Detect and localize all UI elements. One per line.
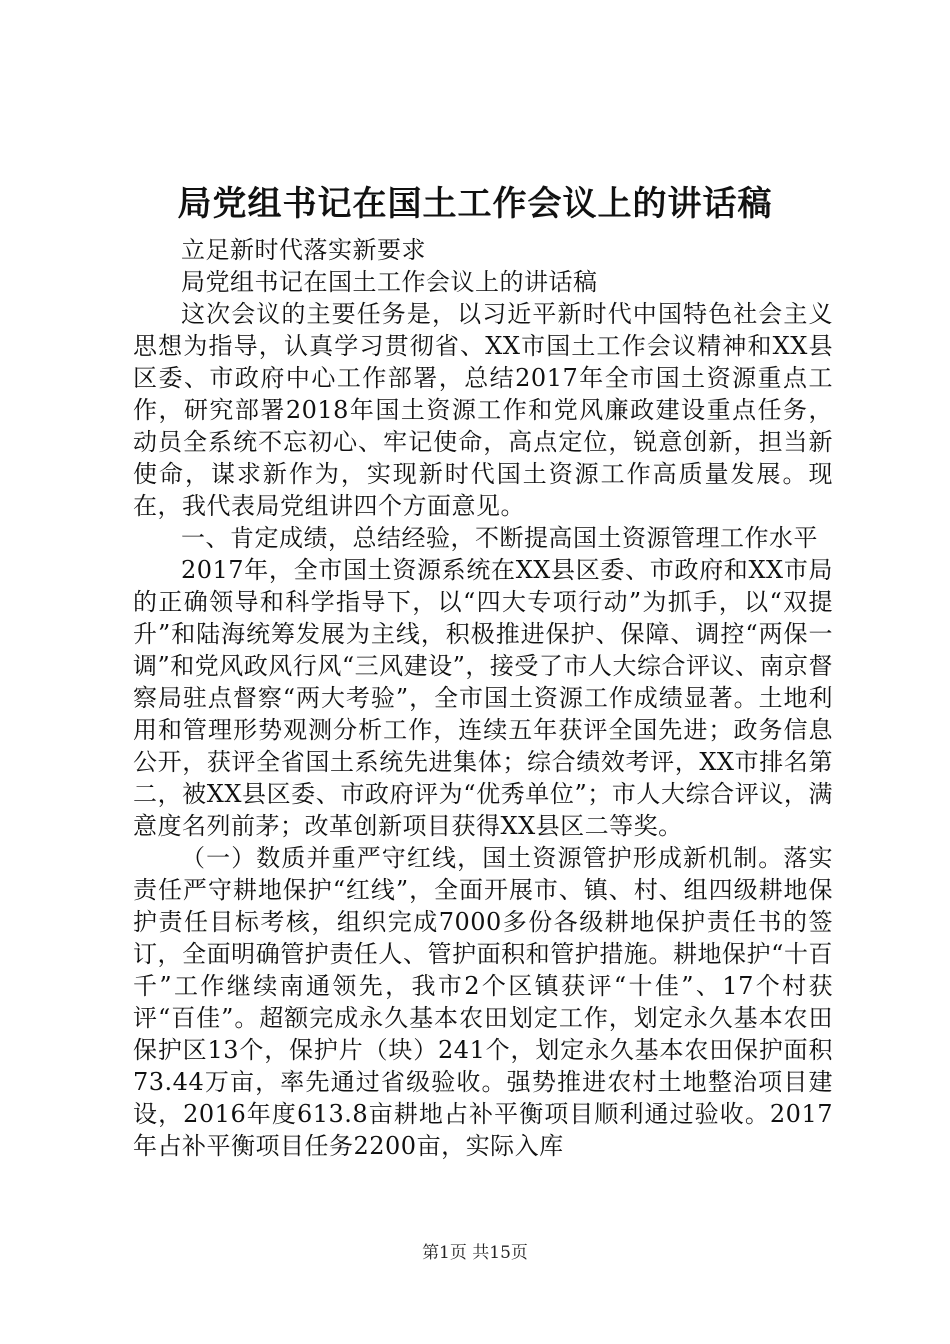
paragraph-intro: 这次会议的主要任务是，以习近平新时代中国特色社会主义思想为指导，认真学习贯彻省、XX市国土工作会议精神和XX县区委、市政府中心工作部署，总结2017年全市国土资源重点工作，研究部署2018年国土资源工作和党风廉政建设重点任务，动员全系统不忘初心、牢记使命，高点定位，锐意创新，担当新使命，谋求新作为，实现新时代国土资源工作高质量发展。现在，我代表局党组讲四个方面意见。 — [133, 300, 833, 520]
paragraph-subtitle: 立足新时代落实新要求 — [181, 236, 426, 264]
document-body — [133, 234, 833, 1162]
page-number: 第1页 共15页 — [422, 1243, 528, 1263]
paragraph-heading: 局党组书记在国土工作会议上的讲话稿 — [181, 268, 598, 296]
paragraph-achievements: 2017年，全市国土资源系统在XX县区委、市政府和XX市局的正确领导和科学指导下，以“四大专项行动”为抓手，以“双提升”和陆海统筹发展为主线，积极推进保护、保障、调控“两保一调”和党风政风行风“三风建设”，接受了市人大综合评议、南京督察局驻点督察“两大考验”，全市国土资源工作成绩显著。土地利用和管理形势观测分析工作，连续五年获评全国先进；政务信息公开，获评全省国土系统先进集体；综合绩效考评，XX市排名第二，被XX县区委、市政府评为“优秀单位”；市人大综合评议，满意度名列前茅；改革创新项目获得XX县区二等奖。 — [133, 556, 833, 840]
paragraph-section-heading: 一、肯定成绩，总结经验，不断提高国土资源管理工作水平 — [181, 524, 818, 552]
document-title: 局党组书记在国土工作会议上的讲话稿 — [177, 184, 773, 224]
paragraph-subsection-one: （一）数质并重严守红线，国土资源管护形成新机制。落实责任严守耕地保护“红线”，全面开展市、镇、村、组四级耕地保护责任目标考核，组织完成7000多份各级耕地保护责任书的签订，全面明确管护责任人、管护面积和管护措施。耕地保护“十百千”工作继续南通领先，我市2个区镇获评“十佳”、17个村获评“百佳”。超额完成永久基本农田划定工作，划定永久基本农田保护区13个，保护片（块）241个，划定永久基本农田保护面积73.44万亩，率先通过省级验收。强势推进农村土地整治项目建设，2016年度613.8亩耕地占补平衡项目顺利通过验收。2017年占补平衡项目任务2200亩，实际入库 — [133, 844, 833, 1160]
